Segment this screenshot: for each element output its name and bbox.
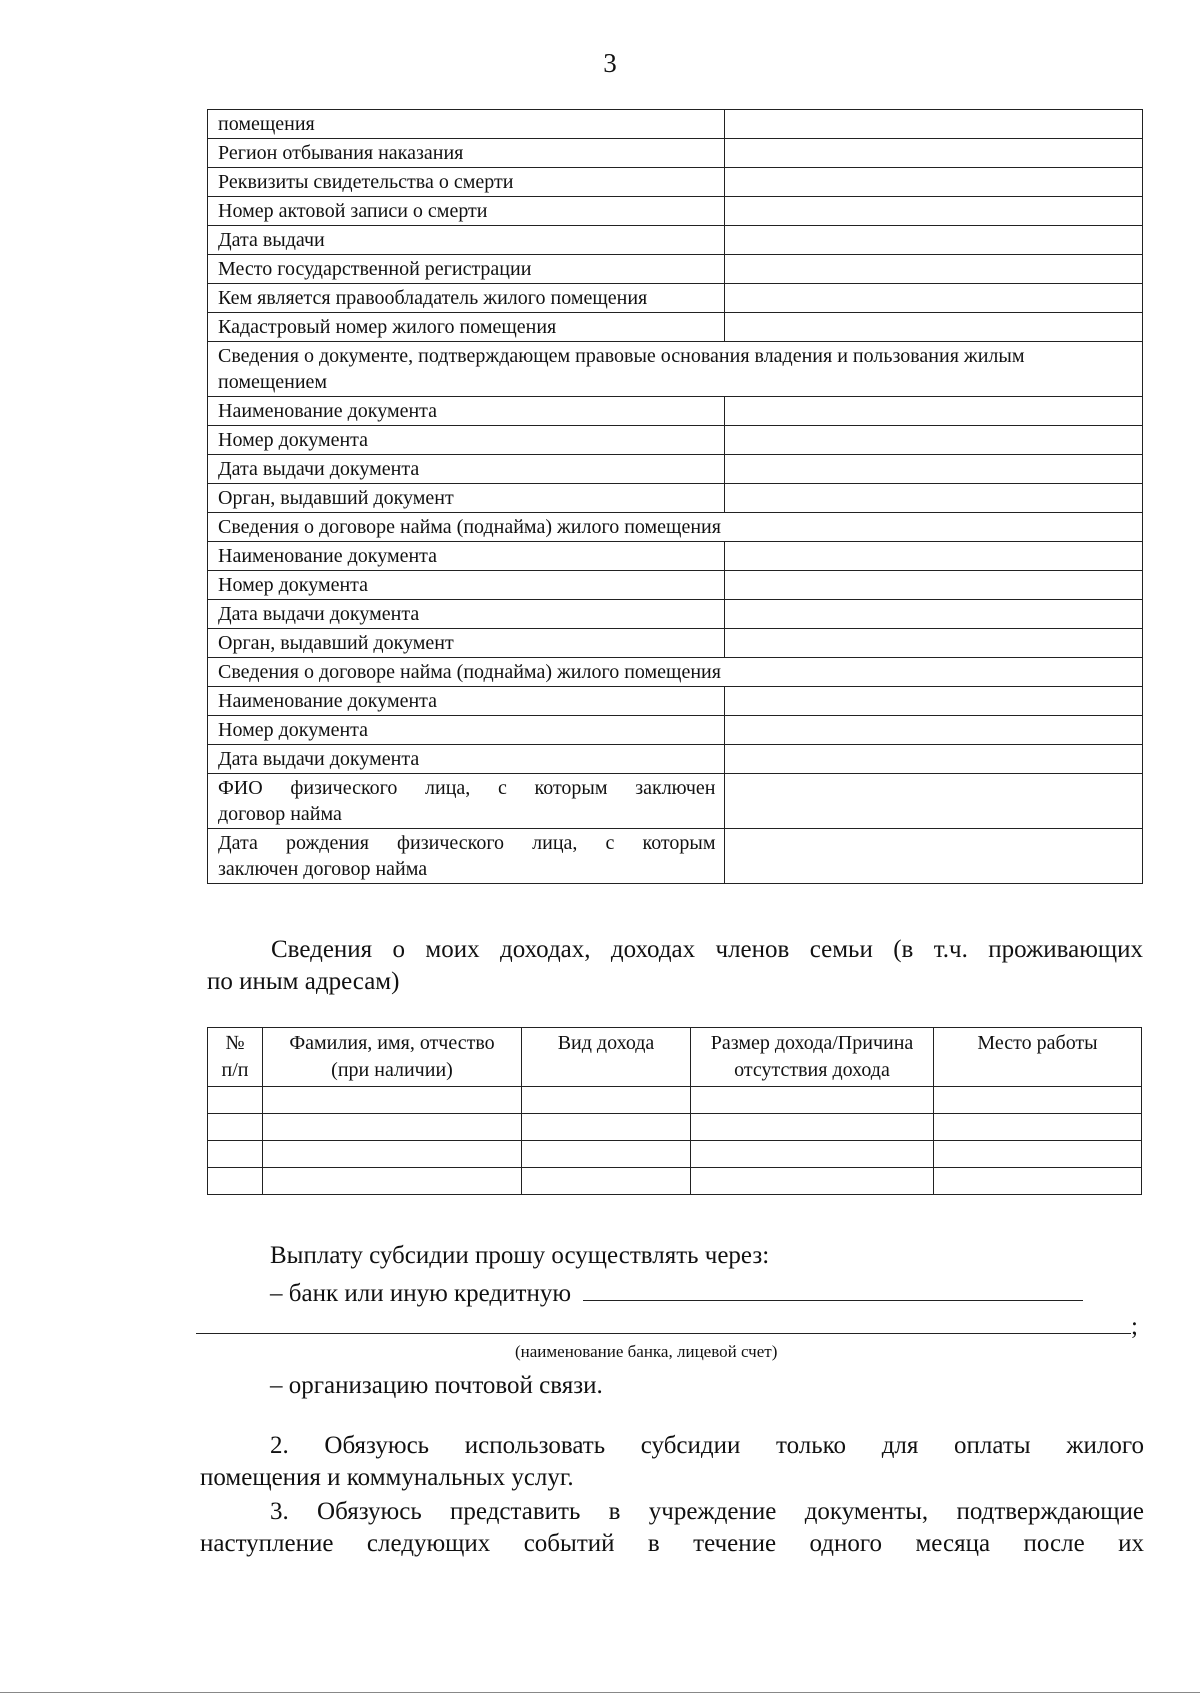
field-value[interactable] (724, 571, 1142, 600)
cell-income-amount[interactable] (691, 1087, 934, 1114)
form-row (208, 197, 1143, 226)
form-row (208, 571, 1143, 600)
cell-full-name[interactable] (263, 1087, 522, 1114)
page-bottom-edge (0, 1692, 1200, 1693)
field-value[interactable] (724, 829, 1142, 884)
field-value[interactable] (724, 397, 1142, 426)
cell-income-type[interactable] (522, 1114, 691, 1141)
field-value[interactable] (724, 284, 1142, 313)
field-label: Дата выдачи документа (208, 600, 725, 629)
field-label: Номер документа (208, 426, 725, 455)
bank-caption: (наименование банка, лицевой счет) (515, 1342, 778, 1361)
bank-option (270, 1276, 1130, 1310)
field-value[interactable] (724, 197, 1142, 226)
cell-income-type[interactable] (522, 1168, 691, 1195)
cell-workplace[interactable] (934, 1114, 1142, 1141)
form-row (208, 774, 1143, 829)
field-label: Номер документа (208, 571, 725, 600)
income-heading-line2: по иным адресам) (207, 968, 400, 995)
field-value[interactable] (724, 745, 1142, 774)
field-label: Реквизиты свидетельства о смерти (208, 168, 725, 197)
clause-2 (200, 1430, 1144, 1494)
field-label: Номер документа (208, 716, 725, 745)
cell-number[interactable] (208, 1141, 263, 1168)
clause-2-line1: 2. Обязуюсь использовать субсидии только для оплаты жилого (270, 1432, 1144, 1459)
cell-workplace[interactable] (934, 1087, 1142, 1114)
field-label-line: заключен договор найма (218, 858, 428, 880)
form-row (208, 716, 1143, 745)
field-label: Кем является правообладатель жилого помещения (208, 284, 725, 313)
applicant-details-table (207, 109, 1143, 884)
field-label (208, 774, 725, 829)
cell-full-name[interactable] (263, 1141, 522, 1168)
cell-workplace[interactable] (934, 1141, 1142, 1168)
section-header: Сведения о договоре найма (поднайма) жилого помещения (208, 658, 1143, 687)
form-row (208, 226, 1143, 255)
cell-full-name[interactable] (263, 1168, 522, 1195)
field-value[interactable] (724, 484, 1142, 513)
form-row (208, 745, 1143, 774)
form-row (208, 484, 1143, 513)
field-value[interactable] (724, 600, 1142, 629)
field-label: Наименование документа (208, 542, 725, 571)
cell-full-name[interactable] (263, 1114, 522, 1141)
form-row (208, 139, 1143, 168)
field-label: Место государственной регистрации (208, 255, 725, 284)
income-row (208, 1141, 1142, 1168)
cell-number[interactable] (208, 1168, 263, 1195)
field-value[interactable] (724, 426, 1142, 455)
payment-intro: Выплату субсидии прошу осуществлять через: (270, 1242, 770, 1269)
column-header-workplace: Место работы (934, 1028, 1142, 1087)
cell-income-amount[interactable] (691, 1114, 934, 1141)
field-value[interactable] (724, 774, 1142, 829)
field-label: Дата выдачи документа (208, 745, 725, 774)
form-row (208, 426, 1143, 455)
section-header-row (208, 658, 1143, 687)
clause-2-line2: помещения и коммунальных услуг. (200, 1464, 574, 1491)
field-value[interactable] (724, 629, 1142, 658)
field-label: Наименование документа (208, 687, 725, 716)
section-header: Сведения о договоре найма (поднайма) жилого помещения (208, 513, 1143, 542)
cell-income-type[interactable] (522, 1087, 691, 1114)
cell-workplace[interactable] (934, 1168, 1142, 1195)
column-header-income-type: Вид дохода (522, 1028, 691, 1087)
form-row (208, 629, 1143, 658)
field-value[interactable] (724, 139, 1142, 168)
field-label: помещения (208, 110, 725, 139)
form-row (208, 542, 1143, 571)
bank-name-blank[interactable] (583, 1276, 1083, 1301)
field-label: Регион отбывания наказания (208, 139, 725, 168)
field-label (208, 829, 725, 884)
field-value[interactable] (724, 168, 1142, 197)
field-label: Дата выдачи (208, 226, 725, 255)
field-value[interactable] (724, 687, 1142, 716)
form-row (208, 284, 1143, 313)
field-value[interactable] (724, 110, 1142, 139)
income-heading-line1: Сведения о моих доходах, доходах членов семьи (в т.ч. проживающих (271, 936, 1143, 963)
cell-income-amount[interactable] (691, 1168, 934, 1195)
field-label: Дата выдачи документа (208, 455, 725, 484)
form-row (208, 455, 1143, 484)
cell-income-amount[interactable] (691, 1141, 934, 1168)
post-option: – организацию почтовой связи. (270, 1372, 603, 1399)
section-header-row (208, 342, 1143, 397)
field-value[interactable] (724, 226, 1142, 255)
field-label: Номер актовой записи о смерти (208, 197, 725, 226)
field-label: Наименование документа (208, 397, 725, 426)
column-header-income-amount: Размер дохода/Причина отсутствия дохода (691, 1028, 934, 1087)
cell-number[interactable] (208, 1087, 263, 1114)
cell-number[interactable] (208, 1114, 263, 1141)
column-header-number: № п/п (208, 1028, 263, 1087)
field-label: Кадастровый номер жилого помещения (208, 313, 725, 342)
form-row (208, 168, 1143, 197)
clause-3 (200, 1496, 1144, 1560)
clause-3-line1: 3. Обязуюсь представить в учреждение документы, подтверждающие (270, 1498, 1144, 1525)
form-row (208, 313, 1143, 342)
account-line (196, 1307, 1146, 1343)
income-table (207, 1027, 1142, 1195)
section-header-row (208, 513, 1143, 542)
form-row (208, 255, 1143, 284)
bank-option-label: – банк или иную кредитную (270, 1280, 572, 1307)
income-row (208, 1168, 1142, 1195)
field-label-line: ФИО физического лица, с которым заключен (218, 777, 716, 799)
form-row (208, 397, 1143, 426)
account-blank[interactable] (196, 1307, 1131, 1334)
account-semicolon: ; (1131, 1313, 1138, 1340)
form-row (208, 600, 1143, 629)
page-number: 3 (603, 48, 617, 78)
income-row (208, 1114, 1142, 1141)
column-header-full-name: Фамилия, имя, отчество (при наличии) (263, 1028, 522, 1087)
field-label-line: договор найма (218, 803, 342, 825)
field-value[interactable] (724, 542, 1142, 571)
income-row (208, 1087, 1142, 1114)
form-row (208, 829, 1143, 884)
form-row (208, 687, 1143, 716)
field-label: Орган, выдавший документ (208, 629, 725, 658)
income-heading (207, 934, 1143, 998)
section-header: Сведения о документе, подтверждающем правовые основания владения и пользования жилым помещением (208, 342, 1143, 397)
clause-3-line2: наступление следующих событий в течение одного месяца после их (200, 1530, 1144, 1557)
field-value[interactable] (724, 313, 1142, 342)
field-label: Орган, выдавший документ (208, 484, 725, 513)
field-label-line: Дата рождения физического лица, с которым (218, 832, 716, 854)
field-value[interactable] (724, 716, 1142, 745)
field-value[interactable] (724, 455, 1142, 484)
cell-income-type[interactable] (522, 1141, 691, 1168)
form-row (208, 110, 1143, 139)
field-value[interactable] (724, 255, 1142, 284)
